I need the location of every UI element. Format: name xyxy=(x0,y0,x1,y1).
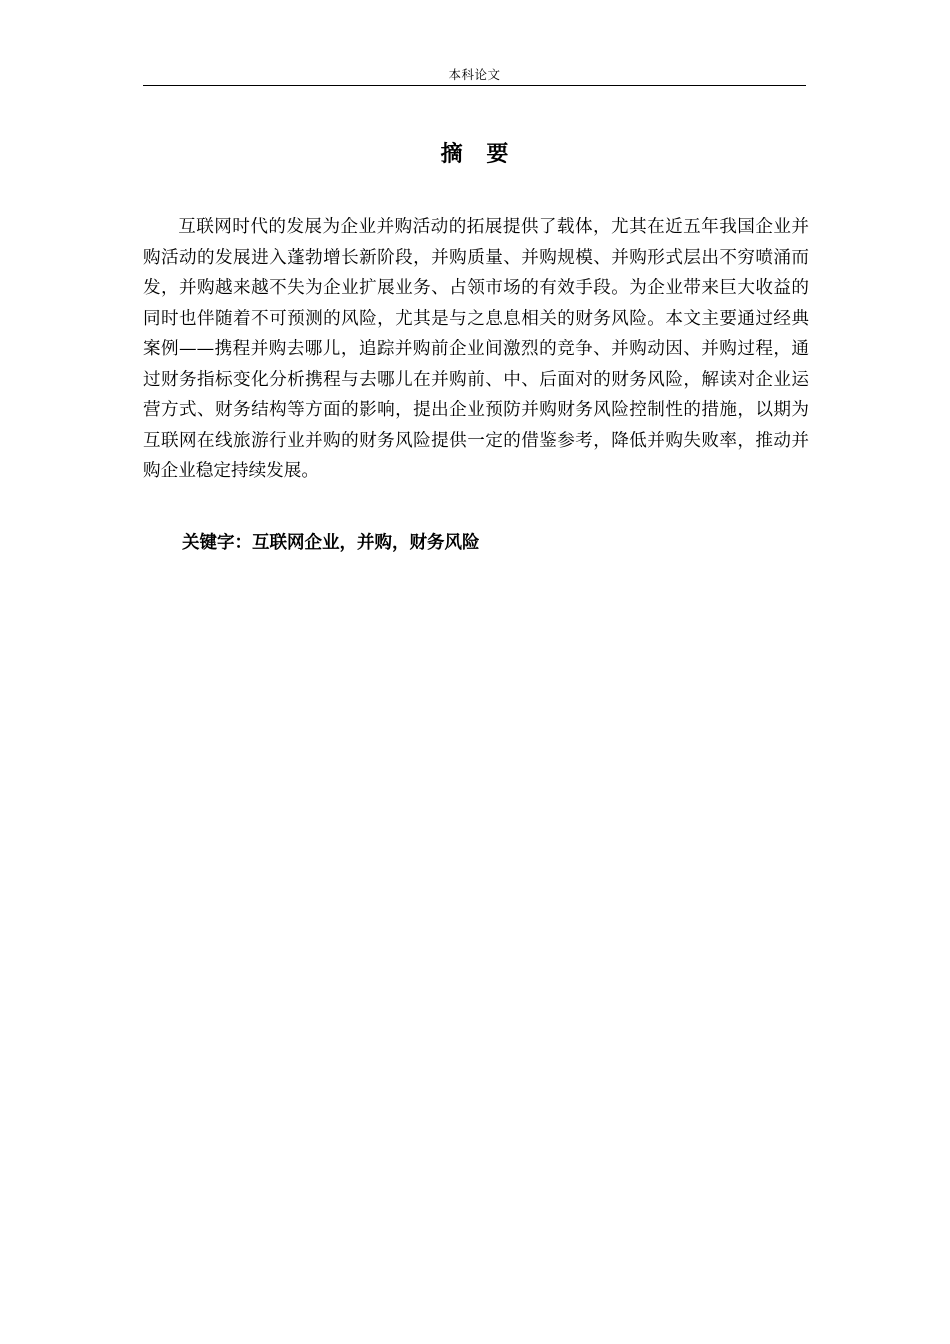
keywords: 关键字：互联网企业，并购，财务风险 xyxy=(182,533,480,553)
header-rule xyxy=(143,85,806,86)
abstract-title: 摘 要 xyxy=(440,141,517,167)
abstract-body: 互联网时代的发展为企业并购活动的拓展提供了载体，尤其在近五年我国企业并购活动的发展进入蓬勃增长新阶段，并购质量、并购规模、并购形式层出不穷喷涌而发，并购越来越不失为企业扩展业务、占领市场的有效手段。为企业带来巨大收益的同时也伴随着不可预测的风险，尤其是与之息息相关的财务风险。本文主要通过经典案例——携程并购去哪儿，追踪并购前企业间激烈的竞争、并购动因、并购过程，通过财务指标变化分析携程与去哪儿在并购前、中、后面对的财务风险，解读对企业运营方式、财务结构等方面的影响，提出企业预防并购财务风险控制性的措施，以期为互联网在线旅游行业并购的财务风险提供一定的借鉴参考，降低并购失败率，推动并购企业稳定持续发展。 xyxy=(143,217,809,481)
running-header: 本科论文 xyxy=(448,67,501,82)
